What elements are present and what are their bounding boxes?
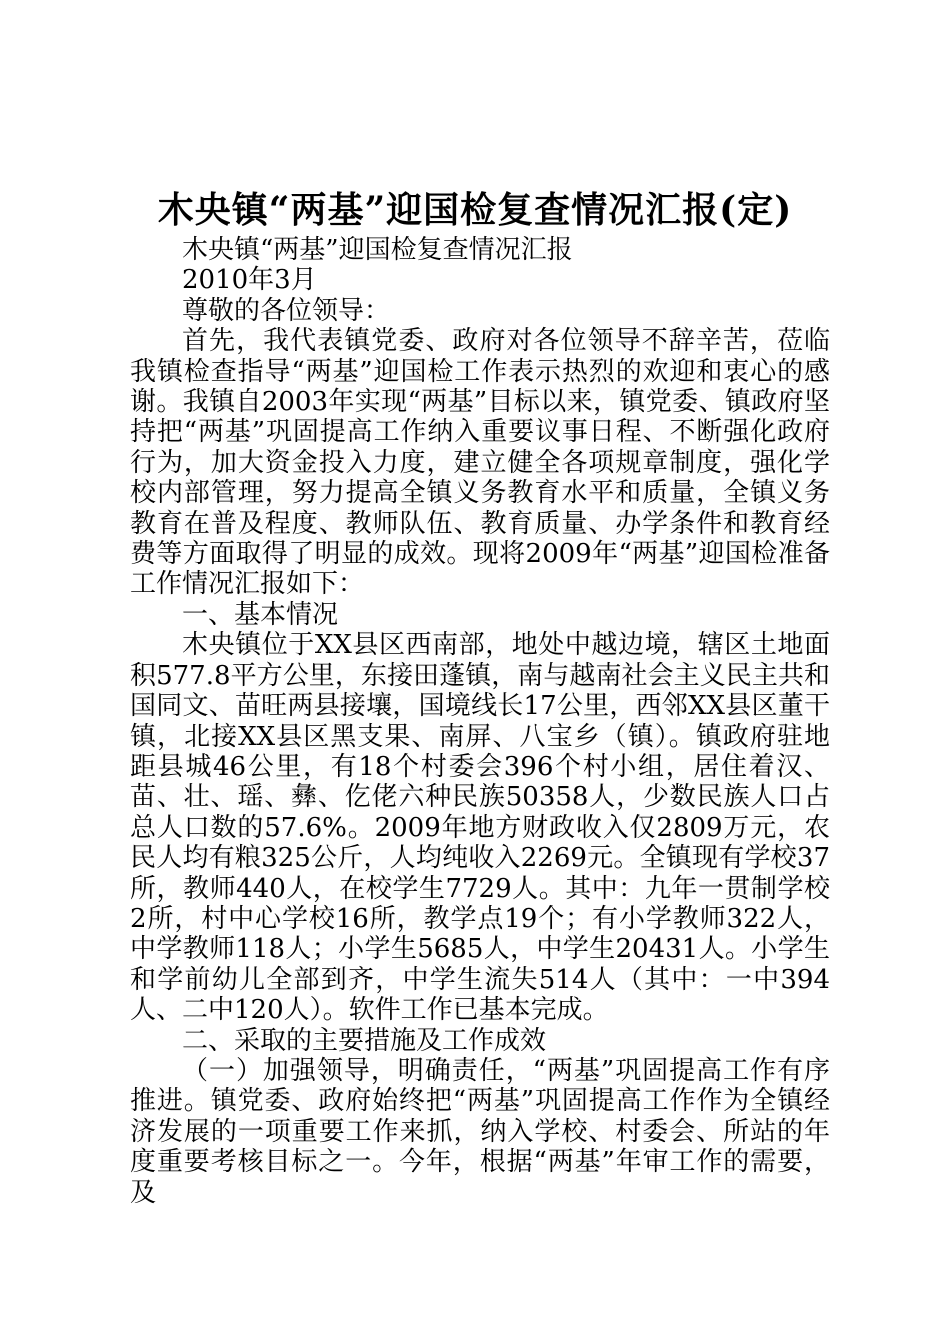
basic-situation-paragraph: 木央镇位于XX县区西南部，地处中越边境，辖区土地面积577.8平方公里，东接田蓬镇，南与越南社会主义民主共和国同文、苗旺两县接壤，国境线长17公里，西邻XX县区董干镇，北接XX县区黑支果、南屏、八宝乡（镇）。镇政府驻地距县城46公里，有18个村委会396个村小组，居住着汉、苗、壮、瑶、彝、仡佬六种民族50358人，少数民族人口占总人口数的57.6%。2009年地方财政收入仅2809万元，农民人均有粮325公斤，人均纯收入2269元。全镇现有学校37所，教师440人，在校学生7729人。其中：九年一贯制学校2所，村中心学校16所，教学点19个；有小学教师322人，中学教师118人；小学生5685人，中学生20431人。小学生和学前幼儿全部到齐，中学生流失514人（其中：一中394人、二中120人）。软件工作已基本完成。 <box>130 630 830 1026</box>
salutation: 尊敬的各位领导： <box>182 295 391 326</box>
report-subtitle: 木央镇“两基”迎国检复查情况汇报 <box>182 235 573 265</box>
document-title: 木央镇“两基”迎国检复查情况汇报(定) <box>157 189 793 231</box>
section-heading-basic-situation: 一、基本情况 <box>182 599 339 630</box>
measures-paragraph: （一）加强领导，明确责任，“两基”巩固提高工作有序推进。镇党委、政府始终把“两基”巩固提高工作作为全镇经济发展的一项重要工作来抓，纳入学校、村委会、所站的年度重要考核目标之一。今年，根据“两基”年审工作的需要，及 <box>130 1055 830 1208</box>
report-date: 2010年3月 <box>182 265 317 296</box>
document-body <box>130 235 830 1208</box>
intro-paragraph: 首先，我代表镇党委、政府对各位领导不辞辛苦，莅临我镇检查指导“两基”迎国检工作表示热烈的欢迎和衷心的感谢。我镇自2003年实现“两基”目标以来，镇党委、镇政府坚持把“两基”巩固提高工作纳入重要议事日程、不断强化政府行为，加大资金投入力度，建立健全各项规章制度，强化学校内部管理，努力提高全镇义务教育水平和质量，全镇义务教育在普及程度、教师队伍、教育质量、办学条件和教育经费等方面取得了明显的成效。现将2009年“两基”迎国检准备工作情况汇报如下： <box>130 326 830 600</box>
section-heading-measures: 二、采取的主要措施及工作成效 <box>182 1025 547 1056</box>
